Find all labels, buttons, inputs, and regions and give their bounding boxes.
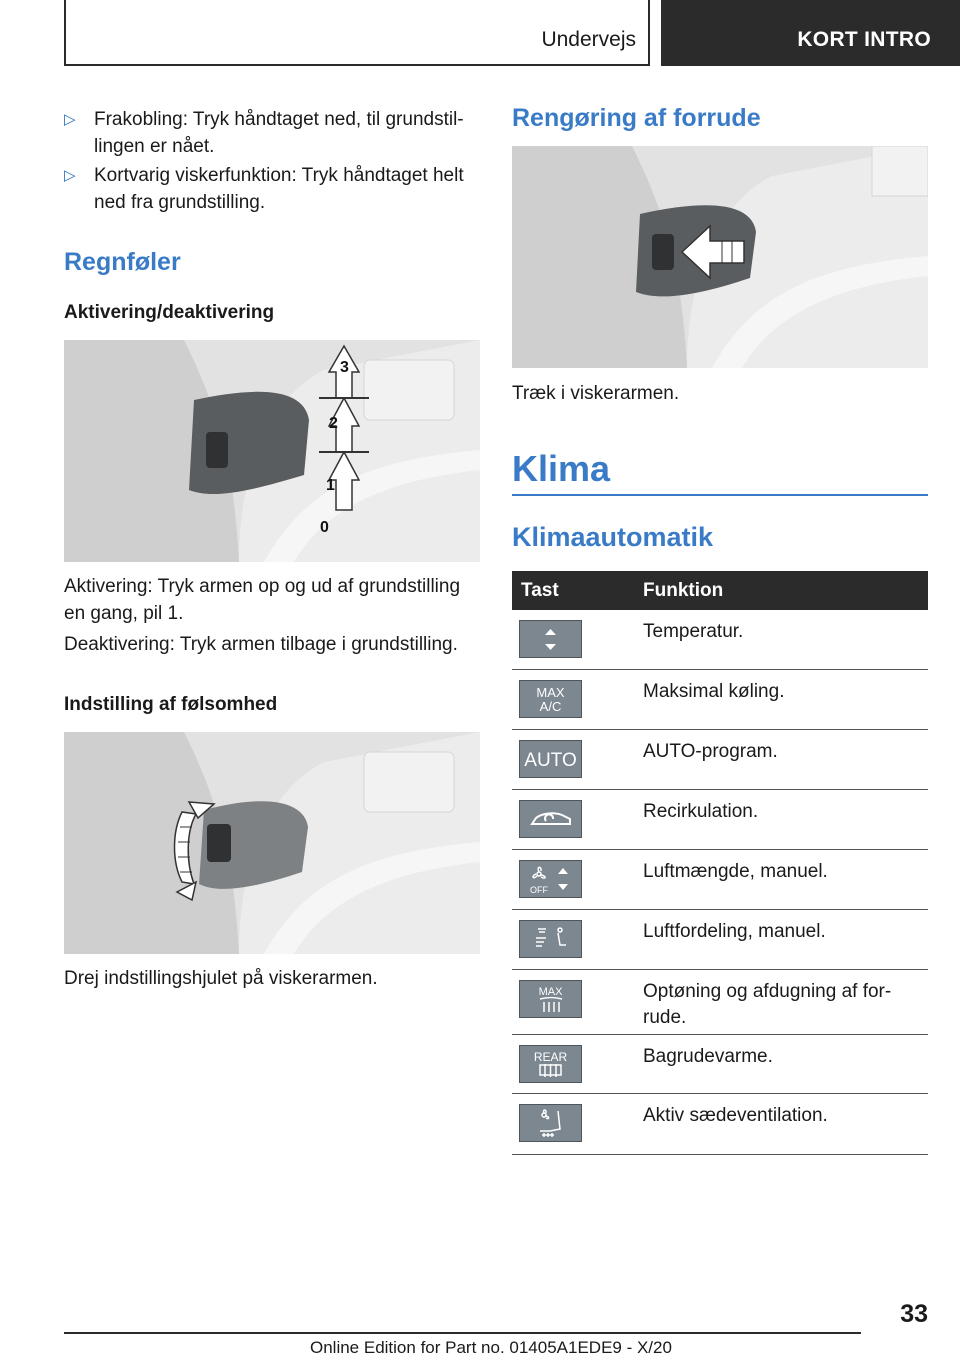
auto-climate-heading: Klimaautomatik <box>512 522 714 552</box>
function-text: Luftmængde, manuel. <box>643 861 828 882</box>
fan-speed-icon <box>519 860 582 898</box>
column-header-function: Funktion <box>643 580 724 601</box>
temperature-arrows-icon <box>519 620 582 658</box>
windscreen-cleaning-heading: Rengøring af forrude <box>512 104 761 132</box>
svg-text:MAX: MAX <box>536 685 565 700</box>
sensitivity-heading: Indstilling af følsomhed <box>64 694 278 715</box>
activation-text: Aktivering: Tryk armen op og ud af grundstilling en gang, pil 1. <box>64 576 461 624</box>
bullet-item: ▷ Kortvarig viskerfunktion: Tryk håndtaget helt ned fra grundstilling. <box>64 162 474 218</box>
auto-icon <box>519 740 582 778</box>
climate-title-rule <box>512 494 928 496</box>
function-text: Optøning og afdugning af for- rude. <box>643 981 892 1028</box>
rear-defrost-icon <box>519 1045 582 1083</box>
table-row <box>512 730 928 790</box>
table-row <box>512 910 928 970</box>
function-text: Maksimal køling. <box>643 681 785 702</box>
sensitivity-caption: Drej indstillingshjulet på viskerarmen. <box>64 968 378 989</box>
section-title: Undervejs <box>541 28 636 51</box>
recirculation-icon <box>519 800 582 838</box>
table-header <box>512 571 928 610</box>
column-header-key: Tast <box>521 580 559 601</box>
rain-sensor-heading: Regnføler <box>64 248 181 276</box>
function-text: Aktiv sædeventilation. <box>643 1105 828 1126</box>
svg-text:A/C: A/C <box>539 699 562 714</box>
deactivation-text: Deaktivering: Tryk armen tilbage i grundstilling. <box>64 634 458 655</box>
table-row <box>512 850 928 910</box>
table-row <box>512 1094 928 1155</box>
svg-text:AUTO: AUTO <box>524 750 577 771</box>
table-row <box>512 670 928 730</box>
function-text: AUTO-program. <box>643 741 778 762</box>
max-ac-icon <box>519 680 582 718</box>
function-text: Recirkulation. <box>643 801 759 822</box>
chapter-tab <box>661 0 960 66</box>
seat-ventilation-icon <box>519 1104 582 1142</box>
triangle-bullet-icon: ▷ <box>64 167 76 184</box>
table-row <box>512 790 928 850</box>
bullet-item: ▷ Frakobling: Tryk håndtaget ned, til grundstil- lingen er nået. <box>64 106 474 162</box>
page-number: 33 <box>900 1300 928 1328</box>
chapter-label: KORT INTRO <box>797 28 931 51</box>
rain-sensor-figure <box>64 340 480 562</box>
table-row <box>512 1035 928 1094</box>
air-distribution-icon <box>519 920 582 958</box>
function-text: Temperatur. <box>643 621 744 642</box>
windscreen-cleaning-caption: Træk i viskerarmen. <box>512 383 680 404</box>
table-row <box>512 970 928 1035</box>
climate-buttons-table <box>512 571 928 1155</box>
arrow-label-3: 3 <box>340 359 349 376</box>
activation-heading: Aktivering/deaktivering <box>64 302 275 323</box>
svg-text:MAX: MAX <box>538 986 563 998</box>
arrow-label-2: 2 <box>329 415 338 432</box>
edition-footer: Online Edition for Part no. 01405A1EDE9 - X/20 <box>310 1338 672 1357</box>
svg-text:OFF: OFF <box>530 885 548 895</box>
table-row <box>512 610 928 670</box>
climate-title: Klima <box>512 448 611 489</box>
svg-text:REAR: REAR <box>533 1050 568 1064</box>
footer-rule <box>64 1332 861 1334</box>
sensitivity-figure <box>64 732 480 954</box>
function-text: Bagrudevarme. <box>643 1046 773 1067</box>
windscreen-cleaning-figure <box>512 146 928 368</box>
max-defrost-icon <box>519 980 582 1018</box>
position-label-0: 0 <box>320 519 329 536</box>
triangle-bullet-icon: ▷ <box>64 111 76 128</box>
arrow-label-1: 1 <box>326 477 335 494</box>
function-text: Luftfordeling, manuel. <box>643 921 826 942</box>
